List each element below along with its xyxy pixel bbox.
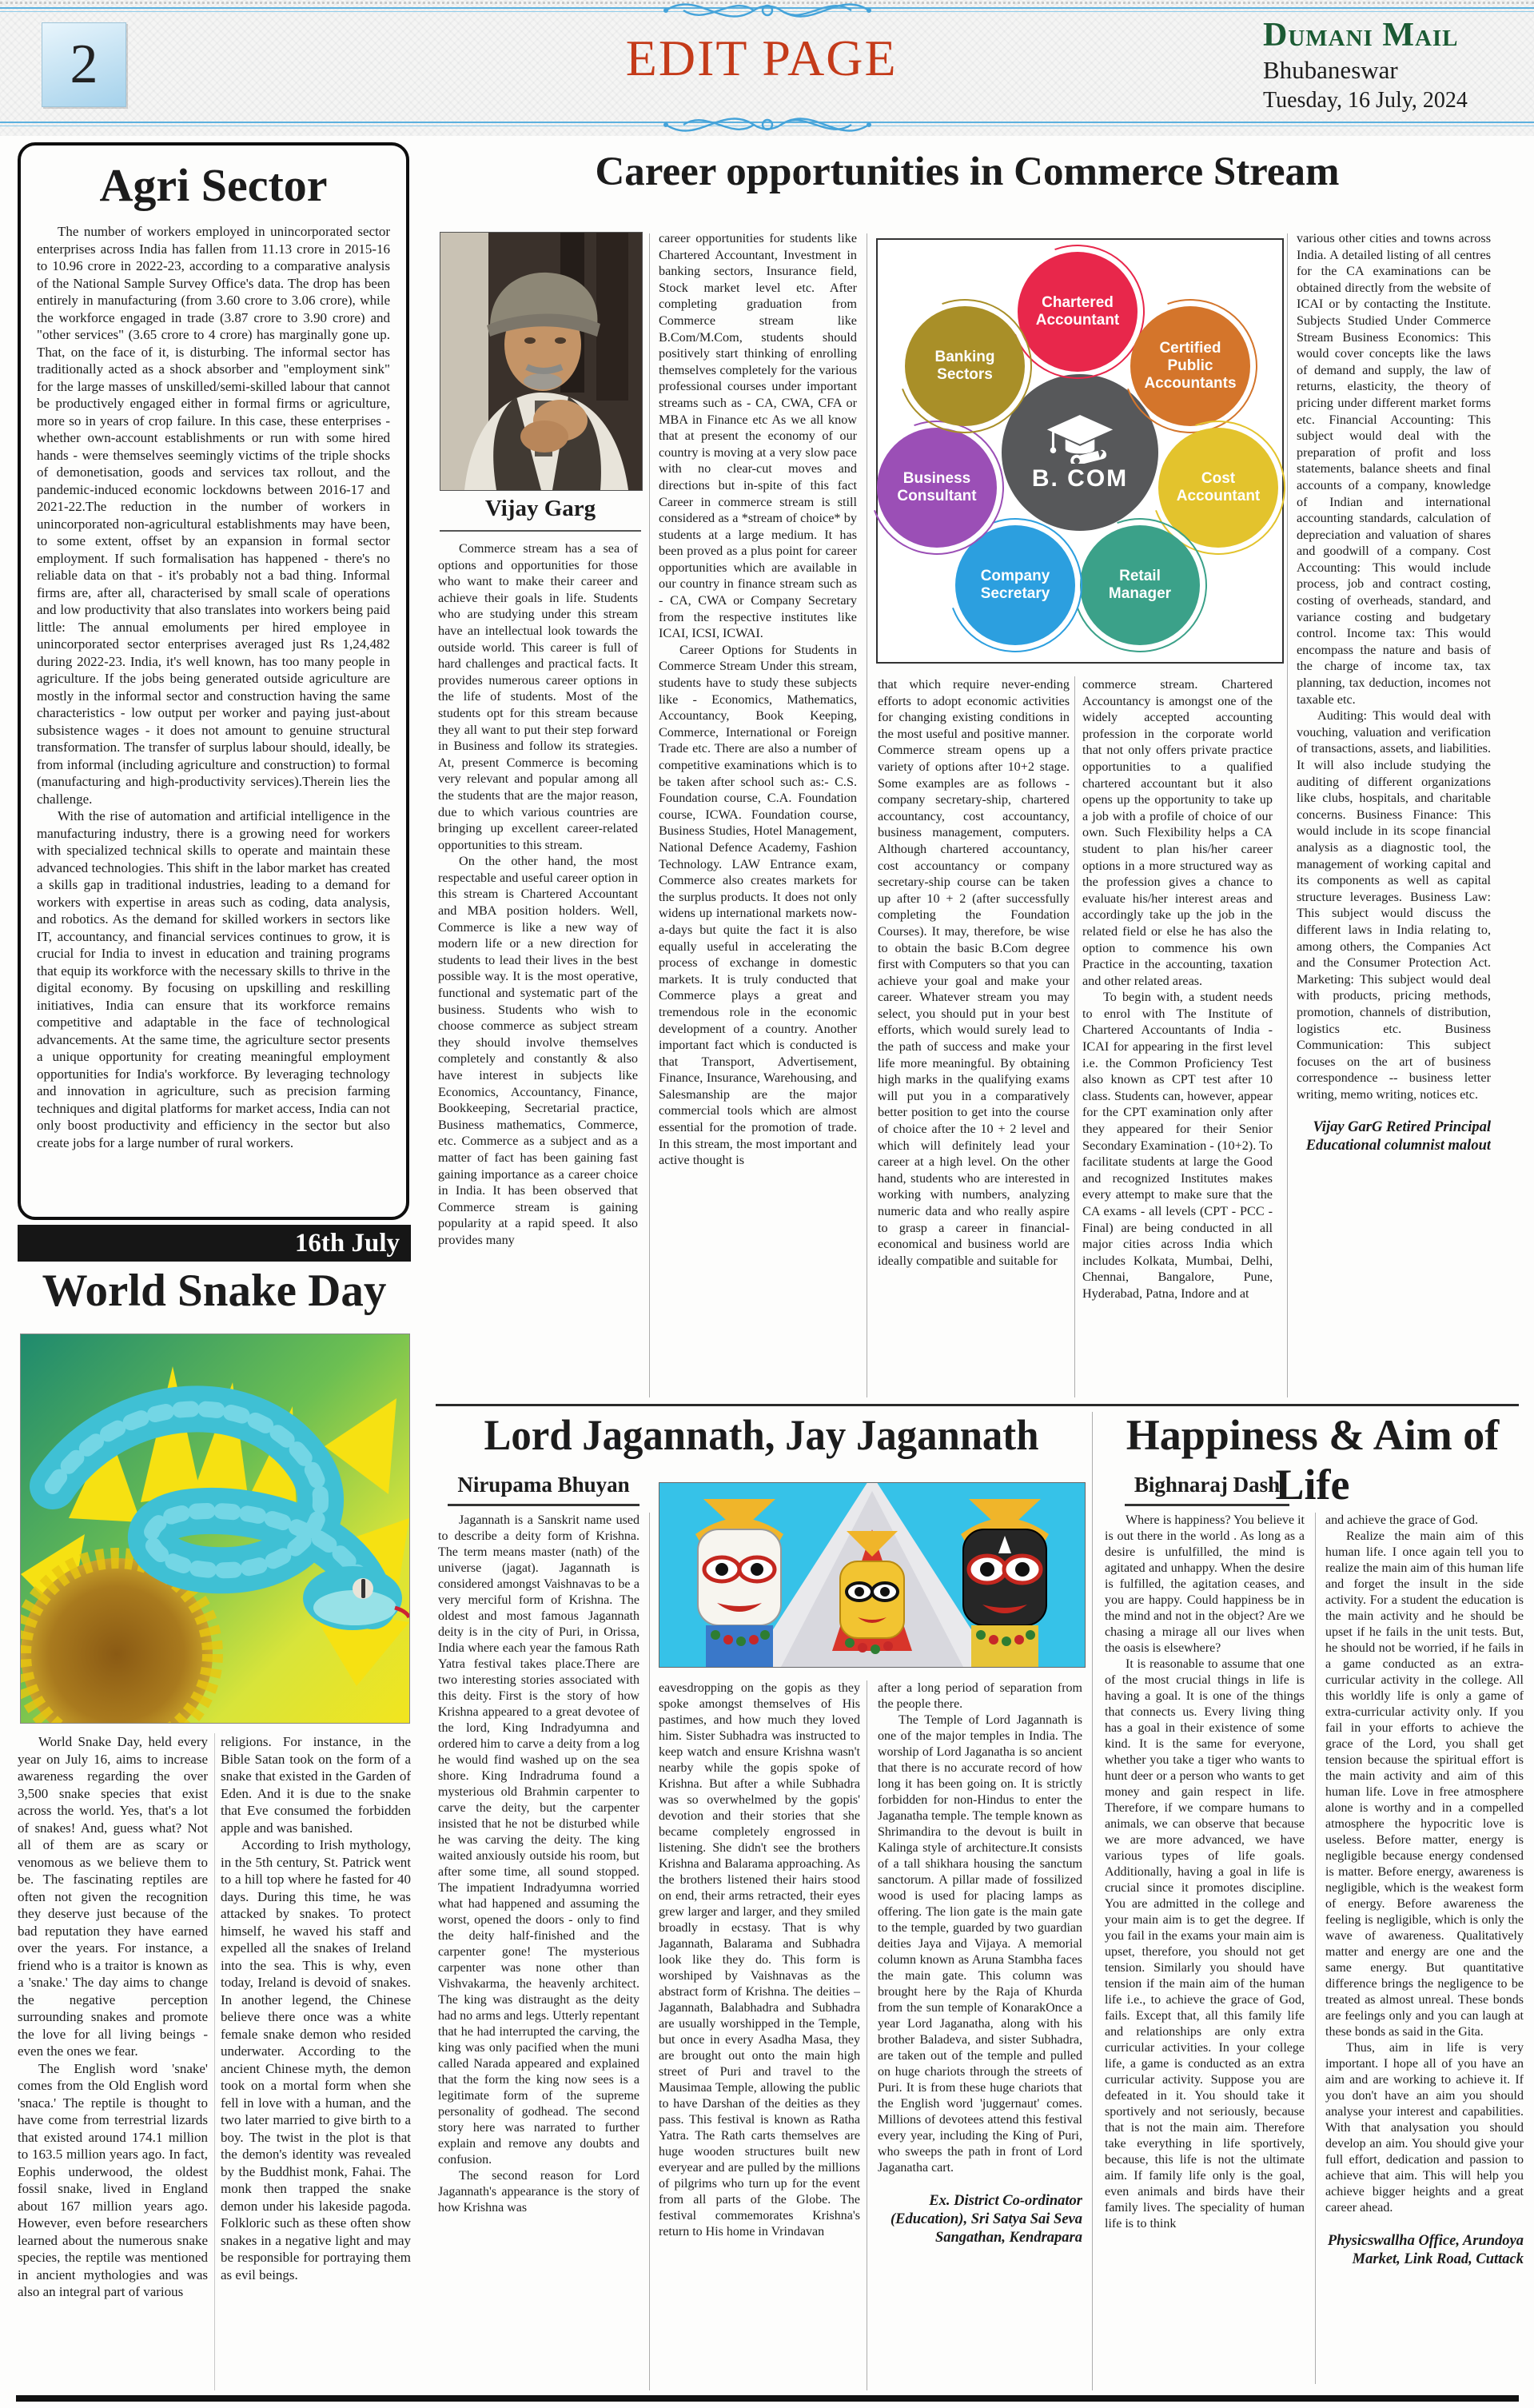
jagannath-byline: Nirupama Bhuyan [448, 1473, 639, 1506]
career-column-2 [659, 230, 857, 1397]
snake-day-body [18, 1733, 411, 2390]
happiness-paragraph: Where is happiness? You believe it is out there in the world . As long as a desire is unfulfilled, the mind is agitated and unhappy. When the desire is fulfilled, the agitation ceases, and you are happy. Could happiness be in the mind and not in the object? Are we chasing a mirage all our lives when the oasis is elsewhere? [1105, 1513, 1305, 1655]
happiness-byline: Bighnaraj Dash [1125, 1473, 1289, 1506]
bcom-career-diagram [876, 238, 1284, 664]
career-paragraph: various other cities and towns across India. A detailed listing of all centres for the CA examinations can be obtained directly from the website of ICAI or by contacting the Institute. Subjects Studied Under Commerce Stream Business Economics: This would cover concepts like the laws of demand and supply, the law of returns, elasticity, the theory of pricing under different market forms etc. Financial Accounting: This subject would deal with the preparation of profit and loss statements, balance sheets and final accounts of a company, knowledge of Indian and international accounting standards, calculation of depreciation and valuation of shares and goodwill of a company. Cost Accounting: This would include process, job and contract costing, costing of overheads, standard, and variance costing and budgetary control. Income tax: This would encompass the nature and basis of the charge of income tax, tax planning, tax deduction, incomes not taxable etc. [1297, 231, 1491, 707]
diagram-center-label: B. COM [1031, 465, 1129, 492]
column-rule [649, 233, 650, 1397]
jagannath-column-3 [878, 1680, 1082, 2390]
jagannath-byline-wrap [448, 1473, 639, 1506]
ornament-flourish-icon [659, 110, 875, 139]
jagannath-article-title: Lord Jagannath, Jay Jagannath [484, 1411, 1039, 1459]
snake-day-title: World Snake Day [42, 1266, 387, 1316]
agri-sector-title: Agri Sector [99, 159, 328, 211]
masthead [1263, 16, 1527, 114]
diagram-node-chartered-accountant: Chartered Accountant [1018, 252, 1138, 372]
snake-photo [20, 1334, 410, 1724]
diagram-node-cost-accountant: Cost Accountant [1158, 428, 1278, 548]
jagannath-paragraph: The second reason for Lord Jagannath's appearance is the story of how Krishna was [438, 2169, 639, 2215]
diagram-node-retail-manager: Retail Manager [1080, 525, 1200, 645]
happiness-column-1 [1105, 1513, 1305, 2390]
page-header [0, 0, 1534, 136]
diagram-node-banking-sectors: Banking Sectors [905, 306, 1025, 426]
graduation-cap-icon [1043, 413, 1117, 464]
section-divider [436, 1404, 1519, 1406]
page-title: EDIT PAGE [625, 30, 898, 86]
diagram-node-business-consultant: Business Consultant [877, 428, 997, 548]
page-bottom-rule [16, 2395, 1519, 2402]
snake-paragraph: According to Irish mythology, in the 5th century, St. Patrick went to a hill top where he fasted for 40 days. During this time, he was attacked by snakes. To protect himself, he waved his staff and expelled all the snakes of Ireland into the sea. This is why, even today, Ireland is devoid of snakes. In another legend, the Chinese believe there once was a white female snake demon who resided underwater. According to the ancient Chinese myth, the demon took on a mortal form when she fell in love with a human, and the two later married to give birth to a boy. The twist in the plot is that the demon's identity was revealed by the Buddhist monk, Fahai. The monk then trapped the snake demon under his lakeside pagoda. Folkloric such as these often show snakes in a negative light and may be responsible for portraying them as evil beings. [221, 1837, 411, 2282]
column-rule [1287, 233, 1288, 1397]
happiness-paragraph: and achieve the grace of God. [1325, 1513, 1479, 1527]
snake-day-date-banner: 16th July [18, 1225, 411, 1262]
jagannath-paragraph: Jagannath is a Sanskrit name used to describe a deity form of Krishna. The term means master (nath) of the universe (jagat). Jagannath is considered amongst Vaishnavas to be a very merciful form of Krishna. The oldest and most famous Jagannath deity is in the city of Puri, in Orissa, India where each year the famous Rath Yatra festival takes place.There are two interesting stories associated with this deity. First is the story of how Krishna appeared to a great devotee of the lord, King Indradyumna and ordered him to carve a deity from a log he would find washed up on the sea shore. King Indradruma found a mysterious old Brahmin carpenter to carve the deity, but the carpenter insisted that he not be disturbed while he was carving the deity. The king waited anxiously outside his room, but after some time, all sound stopped. The impatient Indradyumna worried what had happened and assuming the worst, opened the doors - only to find the deity half-finished and the carpenter gone! The mysterious carpenter was none other than Vishvakarma, the heavenly architect. The king was distraught as the deity had no arms and legs. Utterly repentant that he had interrupted the carving, the king was only pacified when the muni called Narada appeared and explained that the form the king now sees is a legitimate form of the supreme personality of godhead. The second story here was narrated to further explain and remove any doubts and confusion. [438, 1513, 639, 2167]
column-rule [649, 1513, 650, 2390]
career-author-credit: Vijay GarG Retired Principal Educational columnist malout [1305, 1119, 1491, 1154]
career-paragraph: commerce stream. Chartered Accountancy is amongst one of the widely accepted accounting profession in the corporate world that not only offers private practice opportunities to a qualified chartered accountant but it also opens up the opportunity to take up a job with a profile of choice of our own. Such Flexibility helps a CA student to plan his/her career options in a more structured way as the profession gives a chance to evaluate his/her interest areas and accordingly take up the job in the related field or else he has also the option to commence his own Practice in the accounting, taxation and other related areas. [1082, 677, 1273, 988]
diagram-node-company-secretary: Company Secretary [955, 525, 1075, 645]
jagannath-column-1 [438, 1513, 639, 2390]
snake-paragraph: The English word 'snake' comes from the Old English word 'snaca.' The reptile is thought to have come from terrestrial lizards that existed around 174.1 million to 163.5 million years ago. In fact, Eophis underwood, the oldest fossil snake, lived in England about 167 million years ago. However, even before researchers learned about the numerous snake species, the reptile was mentioned in ancient mythologies and was also an integral part of various [18, 2060, 208, 2299]
happiness-paragraph: Realize the main aim of this human life. I once again tell you to realize the main aim of this human life and forget the insult in the side activity. For a student the education is the main activity and he should be upset if he fails in the unit tests. But, he should not be worried, if he fails in a game conducted as an extra-curricular activity in the college. All this worldly life is only a game of extra-curricular activity only. If you fail in your efforts to achieve the grace of the Lord, you shall get tension because the spiritual effort is the main activity and aim of this human life. Love in free atmosphere alone is worthy and in a compelled atmosphere the hypocritic love is useless. Before matter, energy is negligible because energy condensed is matter. Before energy, awareness is negligible, which is the weakest form of energy. Before awareness the feeling is negligible, which is only the wave of awareness. Qualitatively matter and energy are one and the same energy. But quantitative difference brings the negligence to be treated as almost unreal. These bonds are feelings only and you can laugh at these bonds as said in the Gita. [1325, 1529, 1524, 2039]
happiness-author-credit: Physicswallha Office, Arundoya Market, Link Road, Cuttack [1327, 2233, 1524, 2267]
happiness-paragraph: Thus, aim in life is very important. I hope all of you have an aim and are working to achieve it. If you don't have an aim you should analyse your interest and capabilities. With that analysation you should develop an aim. You should give your full effort, dedication and passion to achieve that aim. This will help you achieve bigger heights and a great career ahead. [1325, 2041, 1524, 2215]
career-article-title: Career opportunities in Commerce Stream [595, 150, 1340, 194]
snake-paragraph: World Snake Day, held every year on July 16, aims to increase awareness regarding the over 3,500 snake species that exist across the world. Yes, that's a lot of snakes! And, guess what? Not all of them are as scary or venomous as we believe them to be. The fascinating reptiles are often not given the recognition they deserve just because of the bad reputation they have earned over the years. For instance, a friend who is a traitor is known as a 'snake.' The day aims to change the negative perception surrounding snakes and promote the love for all living beings - even the ones we fear. [18, 1734, 208, 2059]
edition-date: Tuesday, 16 July, 2024 [1263, 88, 1468, 113]
author-photo [440, 232, 643, 491]
column-rule [1315, 1513, 1316, 2384]
column-rule [1074, 676, 1075, 1397]
page-number: 2 [42, 22, 126, 107]
career-column-3 [878, 676, 1070, 1397]
ornament-flourish-icon [659, 0, 875, 26]
career-paragraph: career opportunities for students like Chartered Accountant, Investment in banking sectors, Insurance field, Stock market level etc. After completing graduation from Commerce stream like B.Com/M.Com, students should positively start thinking of enrolling themselves completely for the various professional courses under important streams such as - CA, CWA, CFA or MBA in Finance etc As we all know that at present the economy of our country is moving at a very slow pace with no clear-cut moves and directions but in-spite of this fact Career in commerce stream is still considered as a *stream of choice* by students at a large medium. It has been proved as a plus point for career opportunities which are available in our country in finance stream such as - CA, CWA or Company Secretary from the respective institutes like ICAI, ICSI, ICWAI. [659, 231, 857, 641]
career-paragraph: On the other hand, the most respectable and useful career option in this stream is Chartered Accountant and MBA position holders. Well, Commerce is like a new way of modern life or a new direction for students to lead their lives in the best possible way. It is the most operative, functional and systematic part of the business. Students who wish to choose commerce as subject stream they should involve themselves completely and constantly & also have interest in subjects like Economics, Accountancy, Finance, Bookkeeping, Secretarial practice, Business mathematics, Commerce, etc. Commerce as a subject and as a matter of fact has been gaining fast gaining importance as a career choice in India. It has been observed that Commerce stream is gaining popularity at a rapid speed. It also provides many [438, 854, 638, 1247]
snake-paragraph: religions. For instance, in the Bible Satan took on the form of a snake that existed in the Garden of Eden. And it is due to the snake that Eve consumed the forbidden apple and was banished. [221, 1734, 411, 1836]
career-paragraph: Commerce stream has a sea of options and opportunities for those who want to make their career and achieve their goals in life. Students who are studying under this stream have an intellectual look towards the outside world. This career is full of hard challenges and practical facts. It provides numerous career options in the life of students. Most of the students opt for this stream because they all want to put their step forward in Business and follow its strategies. At, present Commerce is becoming very relevant and popular among all the students that are the major reason, due to which various countries are bringing up excellent career-related opportunities to this stream. [438, 541, 638, 852]
photo-caption: Vijay Garg [440, 496, 641, 532]
jagannath-paragraph: after a long period of separation from the people there. [878, 1681, 1082, 1711]
career-paragraph: that which require never-ending efforts to adopt economic activities for changing existing conditions in the most useful and positive manner. Commerce stream opens up a variety of options after 10+2 stage. Some examples are as follows - company secretary-ship, chartered accountancy, cost accountancy, business management, computers. Although chartered accountancy, cost accountancy or company secretary-ship course can be taken up after 10 + 2 (after successfully completing the Foundation Courses). It may, therefore, be wise to obtain the basic B.Com degree first with Computers so that you can achieve your goal and make your career. Whatever stream you may select, you should put in your best efforts, which would surely lead to the path of success and make your life more meaningful. By obtaining high marks in the qualifying exams will put you in a comparatively better position to get into the course of choice after the 10 + 2 level and which will definitely lead your career at a high level. On the other hand, students who are interested in working with numbers, analyzing numeric data and who really aspire to grasp a career in financial-economical and business world are ideally compatible and suitable for [878, 677, 1070, 1268]
happiness-column-2 [1325, 1513, 1524, 2390]
jagannath-paragraph: eavesdropping on the gopis as they spoke amongst themselves of His pastimes, and how much they loved him. Sister Subhadra was instructed to keep watch and ensure Krishna wasn't nearby while the gopis spoke of Krishna. But after a while Subhadra was so overwhelmed by the gopis' devotion and their stories that she became completely engrossed in listening. She didn't see the brothers Krishna and Balarama approaching. As the brothers listened their hairs stood on end, their arms retracted, their eyes grew larger and larger, and they smiled broadly in ecstasy. That is why Jagannath, Balarama and Subhadra look like they do. This form is worshiped by Vaishnavas as the abstract form of Krishna. The deities – Jagannath, Balabhadra and Subhadra are usually worshipped in the Temple, but once in every Asadha Masa, they are brought out onto the main high street of Puri and travel to the Mausimaa Temple, allowing the public to have Darshan of the deities as they pass. This festival is known as Ratha Yatra. The Rath carts themselves are huge wooden structures built new everyear and are pulled by the millions of pilgrims who turn up for the event from all parts of the Globe. The festival commemorates Krishna's return to His home in Vrindavan [659, 1681, 860, 2239]
career-column-4 [1082, 676, 1273, 1397]
edition-city: Bhubaneswar [1263, 56, 1398, 84]
agri-sector-article [18, 142, 409, 1220]
career-paragraph: To begin with, a student needs to enrol with The Institute of Chartered Accountants of India - ICAI for appearing in the first level i.e. the Common Proficiency Test also known as CPT test after 10 class. Students can, however, appear for the CPT examination only after they appeared for their Senior Secondary Examination - (10+2). To facilitate students at large the Good and recognized Institutes makes every attempt to make sure that the CA exams - all levels (CPT - PCC - Final) are being conducted in all major cities across India which includes Kolkata, Mumbai, Delhi, Chennai, Bangalore, Pune, Hyderabad, Patna, Indore and at [1082, 990, 1273, 1301]
agri-paragraph: With the rise of automation and artificial intelligence in the manufacturing industry, there is a growing need for workers with specialized technical skills to operate and maintain these advanced technologies. This shift in the labor market has created a skills gap in traditional industries, leading to a demand for workers with expertise in areas such as coding, data analysis, and robotics. As the demand for skilled workers in sectors like IT, accountancy, and financial services continues to grow, it is crucial for India to invest in education and training programs that equip its workforce with the necessary skills to thrive in the digital economy. By focusing on upskilling and reskilling initiatives, India can ensure that its workforce remains competitive and adaptable in the face of technological advancements. At the same time, the agriculture sector presents a unique opportunity for creating meaningful employment opportunities for India's workforce. By leveraging technology and innovation in agriculture, such as precision farming techniques and digital platforms for market access, India can not only boost productivity and efficiency in the sector but also create jobs for a large number of rural workers. [37, 808, 390, 1150]
career-column-5 [1297, 230, 1491, 1397]
career-paragraph: Career Options for Students in Commerce Stream Under this stream, students have to study these subjects like - Economics, Mathematics, Accountancy, Book Keeping, Commerce, International or Foreign Trade etc. There are also a number of competitive examinations which is to be taken after school such as:- C.S. Foundation course, C.A. Foundation course, ICWA. Foundation course, Business Studies, Hotel Management, National Defence Academy, Fashion Technology. LAW Entrance exam, Commerce also creates markets for the surplus products. It does not only widens up international markets now-a-days but quite the fact it is also equally useful in accelerating the process of exchange in domestic markets. It is truly conducted that Commerce plays a great and tremendous role in the economic development of a country. Another important fact which is conducted is that Transport, Advertisement, Finance, Insurance, Warehousing, and Salesmanship are the major commercial tools which are almost essential for the promotion of trade. In this stream, the most important and active thought is [659, 642, 857, 1168]
career-column-1 [438, 540, 638, 1397]
happiness-paragraph: It is reasonable to assume that one of the most crucial things in life is having a goal. It is one of the things that connects us. Every living thing has a goal in their existence of some kind. It is the same for everyone, whether you take a tiger who wants to hunt deer or a person who wants to get money and gain respect in life. Therefore, if we compare humans to animals, we can observe that because we are more advanced, we have various types of life goals. Additionally, having a goal in life is crucial since it promotes discipline. You are admitted in the college and your main aim is to get the degree. If you fail in the exams your main aim is upset, therefore, you should not get tension. Similarly you should have tension if the main aim of the human life i.e., to achieve the grace of God, fails. Except that, all this family life and relationships are only extra curricular activities. In your college life, a game is conducted as an extra curricular activity. Suppose you are defeated in it. You should take it sportively and not seriously, because that is not the main aim. Therefore take everything in life sportively, because, this life is not the ultimate aim. If family life only is the goal, even animals and birds have their family lives. The speciality of human life is to think [1105, 1657, 1305, 2231]
diagram-node-certified-public-accountants: Certified Public Accountants [1130, 306, 1250, 426]
jagannath-paragraph: The Temple of Lord Jagannath is one of the major temples in India. The worship of Lord Jaganatha is so ancient that there is no accurate record of how long it has been going on. It is strictly forbidden for non-Hindus to enter the Jaganatha temple. The temple known as Shrimandira to the devout is built in Kalinga style of architecture.It consists of a tall shikhara housing the sanctum sanctorum. A pillar made of fossilized wood is used for placing lamps as offering. The lion gate is the main gate to the temple, guarded by two guardian deities Jaya and Vijaya. A memorial column known as Aruna Stambha faces the main gate. This column was brought here by the Raja of Khurda from the sun temple of KonarakOnce a year Lord Jaganatha, along with his brother Baladeva, and sister Subhadra, are taken out of the temple and pulled on huge chariots through the streets of Puri. It is from these huge chariots that the English word 'juggernaut' comes. Millions of devotees attend this festival every year, including the King of Puri, who sweeps the path in front of Lord Jaganatha cart. [878, 1713, 1082, 2175]
column-rule [1092, 1412, 1093, 2390]
jagannath-author-credit: Ex. District Co-ordinator (Education), Sri Satya Sai Seva Sangathan, Kendrapara [890, 2193, 1082, 2246]
happiness-byline-wrap [1111, 1473, 1303, 1506]
jagannath-column-2 [659, 1680, 860, 2390]
agri-paragraph: The number of workers employed in unincorporated sector enterprises across India has fallen from 11.13 crore in 2015-16 to 10.96 crore in 2022-23, according to a comparative analysis of the National Sample Survey Office's data. The drop has been entirely in manufacturing (from 3.60 crore to 3.06 crore), while the workforce engaged in trade (3.87 crore to 3.90 crore) and "other services" (3.65 crore to 4 crore) has marginally gone up. That, on the face of it, is disturbing. The informal sector has traditionally acted as a shock absorber and "employment sink" for the large masses of unskilled/semi-skilled labour that cannot be productively engaged either in formal firms or agriculture, more so in years of crop failure. In this case, these enterprises - whether own-account establishments or run with some hired hands - were themselves seemingly victims of the triple shocks of demonetisation, goods and services tax rollout, and the pandemic-induced economic lockdowns between 2016-17 and 2021-22.The reduction in the number of workers in unincorporated non-agricultural establishments may have been, to some extent, offset by an expansion in formal sector employment. If such formalisation has happened - there's no reliable data on that - it's probably not a bad thing. Informal firms are, after all, characterised by small scale of operations and low productivity that also translates into workers being paid little: The annual emoluments per hired employee in unincorporated sector enterprises averaged just Rs 1,24,482 during 2022-23. India, it's well known, has too many people in agriculture. If the jobs being generated outside agriculture are mostly in the informal sector and construction having the same characteristics - low output per worker and paying just-about subsistence wages - it does not amount to genuine structural transformation. The transfer of surplus labour should, ideally, be from informal (including agriculture and construction) to formal (manufacturing and high-productivity services).Therein lies the challenge. [37, 224, 390, 807]
jagannath-deities-photo [659, 1482, 1086, 1668]
newspaper-name: Dumani Mail [1263, 17, 1459, 54]
career-paragraph: Auditing: This would deal with vouching, valuation and verification of transactions, assets, and liabilities. It will also include studying the auditing of different organizations like clubs, hospitals, and charitable concerns. Business Finance: This would include in its scope financial analysis as a diagnostic tool, the management of working capital and its components as well as capital structure leverages. Business Law: This subject would discuss the different laws in India relating to, among others, the Companies Act and the Consumer Protection Act. Marketing: This subject would deal with products, pricing methods, promotion, channels of distribution, logistics etc. Business Communication: This subject focuses on the art of business correspondence -- business letter writing, memo writing, notices etc. [1297, 708, 1491, 1102]
happiness-article-title: Happiness & Aim of Life [1126, 1411, 1500, 1509]
